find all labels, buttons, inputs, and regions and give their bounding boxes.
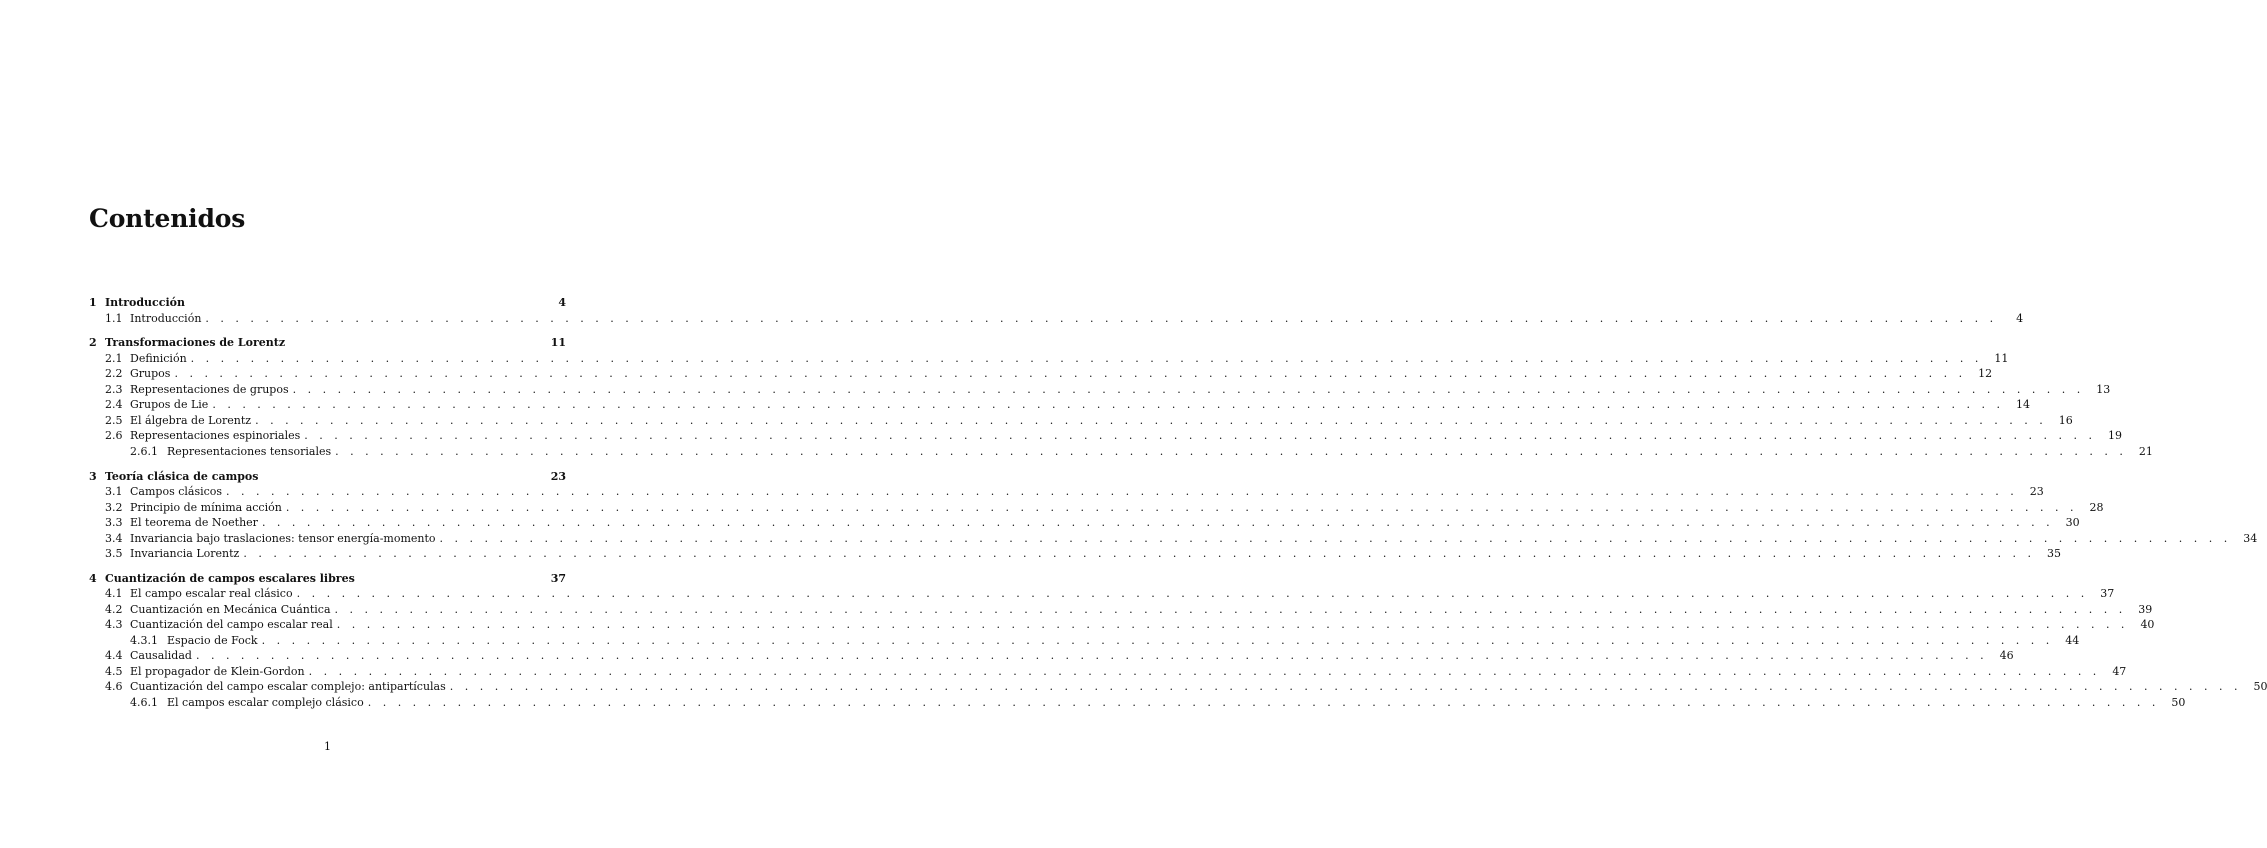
- dot-leader: . . . . . . . . . . . . . . . . . . . . . . . . . . . . . . . . . . . . . . . . . . . . . . . . . . . . . . . . . . . . . . . . . . . . . . . . . . . . . . . . . . . . . . . . . . . . . . . . . . . . . . . . . . . . . . . . . . . . . . . .: [304, 429, 2096, 443]
- entry-title: El campos escalar complejo clásico: [167, 695, 364, 709]
- dot-leader: . . . . . . . . . . . . . . . . . . . . . . . . . . . . . . . . . . . . . . . . . . . . . . . . . . . . . . . . . . . . . . . . . . . . . . . . . . . . . . . . . . . . . . . . . . . . . . . . . . . . . . . . . . . . . . . . . . . . . . . .: [335, 444, 2127, 458]
- entry-title: Cuantización del campo escalar complejo: antipartículas: [130, 680, 446, 694]
- section-entry[interactable]: [89, 664, 2127, 680]
- entry-number: 1.1: [105, 311, 123, 325]
- subsection-entry[interactable]: [89, 633, 2080, 649]
- dot-leader: . . . . . . . . . . . . . . . . . . . . . . . . . . . . . . . . . . . . . . . . . . . . . . . . . . . . . . . . . . . . . . . . . . . . . . . . . . . . . . . . . . . . . . . . . . . . . . . . . . . . . . . . . . . . . . . . . . . . . . . .: [367, 695, 2160, 709]
- section-entry[interactable]: [89, 531, 2258, 547]
- section-entry[interactable]: [89, 366, 1993, 382]
- entry-number: 4.2: [105, 602, 123, 616]
- entry-number: 4.4: [105, 649, 123, 663]
- dot-leader: . . . . . . . . . . . . . . . . . . . . . . . . . . . . . . . . . . . . . . . . . . . . . . . . . . . . . . . . . . . . . . . . . . . . . . . . . . . . . . . . . . . . . . . . . . . . . . . . . . . . . . . . . . . . . . . . . . . . . . . .: [261, 633, 2054, 647]
- chapter-block: [89, 295, 2024, 326]
- entry-number: 2.5: [105, 413, 123, 427]
- entry-page-number: 30: [2065, 516, 2080, 530]
- entry-title: Introducción: [105, 296, 185, 309]
- entry-number: 2.4: [105, 398, 123, 412]
- entry-title: Campos clásicos: [130, 485, 223, 499]
- entry-page-number: 47: [2112, 664, 2127, 678]
- dot-leader: . . . . . . . . . . . . . . . . . . . . . . . . . . . . . . . . . . . . . . . . . . . . . . . . . . . . . . . . . . . . . . . . . . . . . . . . . . . . . . . . . . . . . . . . . . . . . . . . . . . . . . . . . . . . . . . . . . . . . . . .: [212, 398, 2005, 412]
- entry-title: Causalidad: [130, 649, 192, 663]
- entry-page-number: 21: [2138, 444, 2153, 458]
- section-entry[interactable]: [89, 397, 2031, 413]
- chapter-entry[interactable]: [89, 335, 566, 351]
- entry-title: Definición: [130, 351, 187, 365]
- dot-leader: . . . . . . . . . . . . . . . . . . . . . . . . . . . . . . . . . . . . . . . . . . . . . . . . . . . . . . . . . . . . . . . . . . . . . . . . . . . . . . . . . . . . . . . . . . . . . . . . . . . . . . . . . . . . . . . . . . . . . . . .: [308, 664, 2101, 678]
- entry-page-number: 4: [2016, 311, 2024, 325]
- section-entry[interactable]: [89, 617, 2155, 633]
- entry-number: 4.5: [105, 664, 123, 678]
- dot-leader: . . . . . . . . . . . . . . . . . . . . . . . . . . . . . . . . . . . . . . . . . . . . . . . . . . . . . . . . . . . . . . . . . . . . . . . . . . . . . . . . . . . . . . . . . . . . . . . . . . . . . . . . . . . . . . . . . . . . . . . .: [255, 413, 2047, 427]
- chapter-entry[interactable]: [89, 295, 566, 311]
- dot-leader: . . . . . . . . . . . . . . . . . . . . . . . . . . . . . . . . . . . . . . . . . . . . . . . . . . . . . . . . . . . . . . . . . . . . . . . . . . . . . . . . . . . . . . . . . . . . . . . . . . . . . . . . . . . . . . . . . . . . . . . .: [205, 311, 1998, 325]
- chapter-entry[interactable]: [89, 469, 566, 485]
- chapter-block: [89, 469, 2258, 562]
- entry-number: 3.2: [105, 500, 123, 514]
- section-entry[interactable]: [89, 546, 2062, 562]
- entry-page-number: 34: [2243, 531, 2258, 545]
- dot-leader: . . . . . . . . . . . . . . . . . . . . . . . . . . . . . . . . . . . . . . . . . . . . . . . . . . . . . . . . . . . . . . . . . . . . . . . . . . . . . . . . . . . . . . . . . . . . . . . . . . . . . . . . . . . . . . . . . . . . . . . .: [439, 531, 2232, 545]
- entry-page-number: 19: [2107, 429, 2122, 443]
- entry-title: Transformaciones de Lorentz: [105, 336, 286, 350]
- entry-page-number: 11: [1994, 351, 2009, 365]
- entry-title: Grupos: [130, 367, 171, 381]
- section-entry[interactable]: [89, 413, 2073, 429]
- entry-number: 4.1: [105, 587, 123, 601]
- entry-page-number: 37: [2100, 587, 2115, 601]
- entry-title: Representaciones de grupos: [130, 382, 289, 396]
- entry-number: 2.1: [105, 351, 123, 365]
- entry-number: 4: [89, 571, 97, 585]
- subsection-entry[interactable]: [89, 444, 2153, 460]
- entry-page-number: 12: [1978, 367, 1993, 381]
- entry-number: 2.6: [105, 429, 123, 443]
- section-entry[interactable]: [89, 515, 2080, 531]
- section-entry[interactable]: [89, 602, 2153, 618]
- dot-leader: . . . . . . . . . . . . . . . . . . . . . . . . . . . . . . . . . . . . . . . . . . . . . . . . . . . . . . . . . . . . . . . . . . . . . . . . . . . . . . . . . . . . . . . . . . . . . . . . . . . . . . . . . . . . . . . . . . . . . . . .: [292, 382, 2085, 396]
- entry-page-number: 44: [2065, 633, 2080, 647]
- entry-number: 2.6.1: [130, 444, 158, 458]
- dot-leader: . . . . . . . . . . . . . . . . . . . . . . . . . . . . . . . . . . . . . . . . . . . . . . . . . . . . . . . . . . . . . . . . . . . . . . . . . . . . . . . . . . . . . . . . . . . . . . . . . . . . . . . . . . . . . . . . . . . . . . . .: [195, 649, 1988, 663]
- section-entry[interactable]: [89, 382, 2111, 398]
- entry-number: 2.2: [105, 367, 123, 381]
- page-title: Contenidos: [89, 204, 246, 233]
- entry-page-number: 13: [2096, 382, 2111, 396]
- dot-leader: . . . . . . . . . . . . . . . . . . . . . . . . . . . . . . . . . . . . . . . . . . . . . . . . . . . . . . . . . . . . . . . . . . . . . . . . . . . . . . . . . . . . . . . . . . . . . . . . . . . . . . . . . . . . . . . . . . . . . . . .: [226, 485, 2018, 499]
- entry-title: Espacio de Fock: [167, 633, 258, 647]
- subsection-entry[interactable]: [89, 695, 2186, 711]
- entry-page-number: 23: [2029, 485, 2044, 499]
- entry-number: 4.6.1: [130, 695, 158, 709]
- entry-number: 1: [89, 296, 97, 309]
- chapter-block: [89, 335, 2153, 459]
- section-entry[interactable]: [89, 428, 2122, 444]
- entry-page-number: 50: [2253, 680, 2267, 694]
- chapter-entry[interactable]: [89, 571, 566, 587]
- section-entry[interactable]: [89, 311, 2024, 327]
- entry-number: 4.3: [105, 618, 123, 632]
- dot-leader: . . . . . . . . . . . . . . . . . . . . . . . . . . . . . . . . . . . . . . . . . . . . . . . . . . . . . . . . . . . . . . . . . . . . . . . . . . . . . . . . . . . . . . . . . . . . . . . . . . . . . . . . . . . . . . . . . . . . . . . .: [285, 500, 2078, 514]
- entry-page-number: 40: [2140, 618, 2155, 632]
- entry-number: 3.1: [105, 485, 123, 499]
- entry-title: Teoría clásica de campos: [105, 469, 259, 483]
- dot-leader: . . . . . . . . . . . . . . . . . . . . . . . . . . . . . . . . . . . . . . . . . . . . . . . . . . . . . . . . . . . . . . . . . . . . . . . . . . . . . . . . . . . . . . . . . . . . . . . . . . . . . . . . . . . . . . . . . . . . . . . .: [449, 680, 2242, 694]
- entry-title: El teorema de Noether: [130, 516, 258, 530]
- entry-title: El álgebra de Lorentz: [130, 413, 252, 427]
- chapter-block: [89, 571, 2267, 711]
- dot-leader: . . . . . . . . . . . . . . . . . . . . . . . . . . . . . . . . . . . . . . . . . . . . . . . . . . . . . . . . . . . . . . . . . . . . . . . . . . . . . . . . . . . . . . . . . . . . . . . . . . . . . . . . . . . . . . . . . . . . . . . .: [334, 602, 2127, 616]
- entry-number: 3.3: [105, 516, 123, 530]
- entry-page-number: 11: [550, 336, 566, 350]
- entry-title: El propagador de Klein-Gordon: [130, 664, 305, 678]
- entry-number: 2.3: [105, 382, 123, 396]
- dot-leader: . . . . . . . . . . . . . . . . . . . . . . . . . . . . . . . . . . . . . . . . . . . . . . . . . . . . . . . . . . . . . . . . . . . . . . . . . . . . . . . . . . . . . . . . . . . . . . . . . . . . . . . . . . . . . . . . . . . . . . . .: [261, 516, 2054, 530]
- entry-page-number: 4: [558, 296, 566, 309]
- entry-title: Cuantización en Mecánica Cuántica: [130, 602, 331, 616]
- entry-page-number: 50: [2171, 695, 2186, 709]
- entry-page-number: 35: [2047, 547, 2062, 561]
- dot-leader: . . . . . . . . . . . . . . . . . . . . . . . . . . . . . . . . . . . . . . . . . . . . . . . . . . . . . . . . . . . . . . . . . . . . . . . . . . . . . . . . . . . . . . . . . . . . . . . . . . . . . . . . . . . . . . . . . . . . . . . .: [336, 618, 2129, 632]
- entry-title: Grupos de Lie: [130, 398, 209, 412]
- entry-page-number: 39: [2138, 602, 2153, 616]
- entry-number: 4.3.1: [130, 633, 158, 647]
- entry-page-number: 46: [1999, 649, 2014, 663]
- entry-page-number: 28: [2089, 500, 2104, 514]
- entry-title: Invariancia bajo traslaciones: tensor energía-momento: [130, 531, 436, 545]
- section-entry[interactable]: [89, 500, 2104, 516]
- entry-number: 3.4: [105, 531, 123, 545]
- entry-number: 4.6: [105, 680, 123, 694]
- entry-page-number: 14: [2016, 398, 2031, 412]
- entry-title: Cuantización del campo escalar real: [130, 618, 333, 632]
- entry-page-number: 23: [550, 469, 566, 483]
- dot-leader: . . . . . . . . . . . . . . . . . . . . . . . . . . . . . . . . . . . . . . . . . . . . . . . . . . . . . . . . . . . . . . . . . . . . . . . . . . . . . . . . . . . . . . . . . . . . . . . . . . . . . . . . . . . . . . . . . . . . . . . .: [174, 367, 1967, 381]
- entry-title: Invariancia Lorentz: [130, 547, 240, 561]
- entry-number: 3: [89, 469, 97, 483]
- section-entry[interactable]: [89, 679, 2267, 695]
- entry-title: Introducción: [130, 311, 202, 325]
- entry-title: Cuantización de campos escalares libres: [105, 571, 355, 585]
- page-number: 1: [324, 740, 331, 753]
- dot-leader: . . . . . . . . . . . . . . . . . . . . . . . . . . . . . . . . . . . . . . . . . . . . . . . . . . . . . . . . . . . . . . . . . . . . . . . . . . . . . . . . . . . . . . . . . . . . . . . . . . . . . . . . . . . . . . . . . . . . . . . .: [296, 587, 2089, 601]
- section-entry[interactable]: [89, 484, 2044, 500]
- entry-number: 2: [89, 336, 97, 350]
- entry-number: 3.5: [105, 547, 123, 561]
- entry-title: Principio de mínima acción: [130, 500, 282, 514]
- section-entry[interactable]: [89, 648, 2014, 664]
- section-entry[interactable]: [89, 351, 2009, 367]
- entry-title: Representaciones tensoriales: [167, 444, 332, 458]
- entry-page-number: 16: [2058, 413, 2073, 427]
- dot-leader: . . . . . . . . . . . . . . . . . . . . . . . . . . . . . . . . . . . . . . . . . . . . . . . . . . . . . . . . . . . . . . . . . . . . . . . . . . . . . . . . . . . . . . . . . . . . . . . . . . . . . . . . . . . . . . . . . . . . . . . .: [190, 351, 1983, 365]
- entry-title: El campo escalar real clásico: [130, 587, 293, 601]
- entry-title: Representaciones espinoriales: [130, 429, 301, 443]
- section-entry[interactable]: [89, 586, 2115, 602]
- dot-leader: . . . . . . . . . . . . . . . . . . . . . . . . . . . . . . . . . . . . . . . . . . . . . . . . . . . . . . . . . . . . . . . . . . . . . . . . . . . . . . . . . . . . . . . . . . . . . . . . . . . . . . . . . . . . . . . . . . . . . . . .: [243, 547, 2036, 561]
- table-of-contents: [89, 295, 2267, 720]
- entry-page-number: 37: [550, 571, 566, 585]
